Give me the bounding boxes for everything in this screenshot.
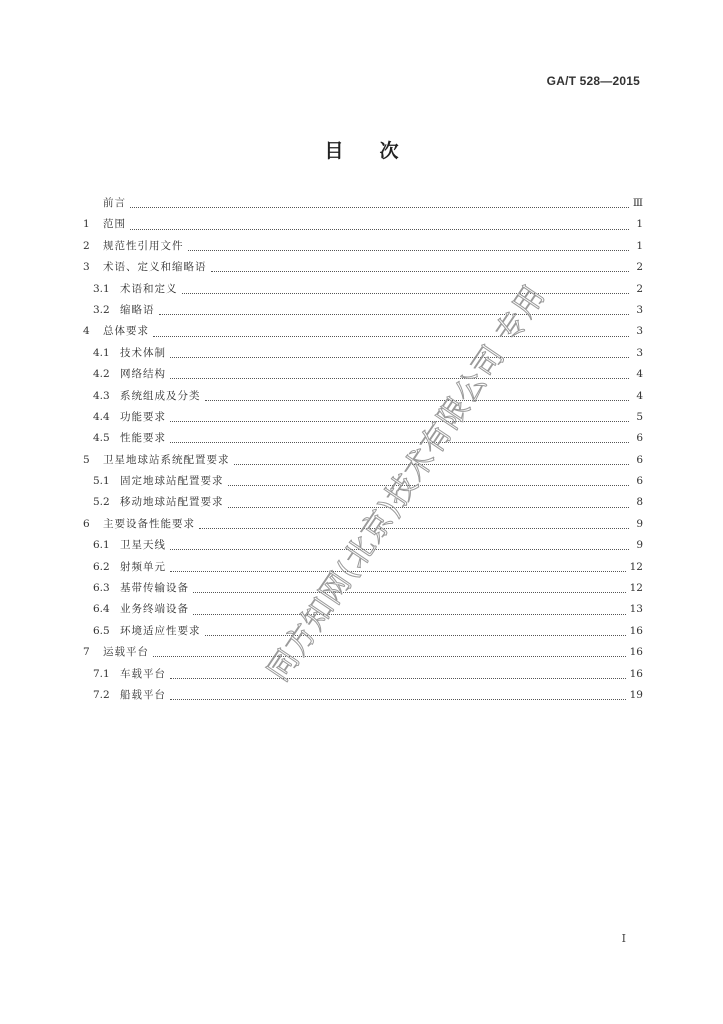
toc-entry-number: 6.1 bbox=[93, 539, 110, 552]
toc-entry-title: 性能要求 bbox=[120, 432, 166, 445]
toc-entry[interactable] bbox=[83, 300, 643, 321]
toc-entry-number: 6.2 bbox=[93, 560, 110, 573]
toc-entry-page: 12 bbox=[629, 560, 643, 573]
toc-entry-number: 7 bbox=[83, 646, 90, 659]
toc-dot-leader bbox=[205, 635, 626, 636]
toc-entry[interactable] bbox=[83, 471, 643, 492]
toc-entry-number: 3.2 bbox=[93, 303, 110, 316]
toc-entry-page: 5 bbox=[636, 410, 643, 423]
toc-entry-page: 6 bbox=[636, 432, 643, 445]
toc-entry-number: 6.4 bbox=[93, 603, 110, 616]
toc-entry-page: 4 bbox=[636, 389, 643, 402]
toc-entry-page: Ⅲ bbox=[632, 197, 643, 209]
toc-entry-number: 6 bbox=[83, 517, 90, 530]
toc-entry-page: 6 bbox=[636, 475, 643, 488]
toc-entry-title: 缩略语 bbox=[120, 303, 155, 316]
toc-entry-number: 4.5 bbox=[93, 432, 110, 445]
toc-entry-title: 功能要求 bbox=[120, 410, 166, 423]
toc-entry-title: 总体要求 bbox=[103, 325, 149, 338]
toc-entry-title: 船载平台 bbox=[120, 688, 166, 701]
toc-entry-page: 9 bbox=[636, 539, 643, 552]
toc-entry[interactable] bbox=[83, 257, 643, 278]
toc-entry[interactable] bbox=[83, 193, 643, 214]
toc-entry[interactable] bbox=[83, 642, 643, 663]
toc-title-part2: 次 bbox=[379, 140, 399, 162]
toc-entry[interactable] bbox=[83, 407, 643, 428]
toc-dot-leader bbox=[199, 528, 629, 529]
toc-dot-leader bbox=[170, 421, 629, 422]
toc-entry-title: 车载平台 bbox=[120, 667, 166, 680]
toc-dot-leader bbox=[170, 699, 626, 700]
toc-entry[interactable] bbox=[83, 685, 643, 706]
standard-code: GA/T 528—2015 bbox=[546, 74, 640, 88]
toc-entry-number: 2 bbox=[83, 239, 90, 252]
toc-entry-page: 1 bbox=[636, 239, 643, 252]
toc-entry-title: 移动地球站配置要求 bbox=[120, 496, 224, 509]
toc-entry-page: 16 bbox=[629, 646, 643, 659]
toc-entry[interactable] bbox=[83, 664, 643, 685]
toc-dot-leader bbox=[234, 464, 630, 465]
toc-dot-leader bbox=[228, 507, 630, 508]
toc-entry-page: 12 bbox=[629, 582, 643, 595]
toc-entry-page: 8 bbox=[636, 496, 643, 509]
toc-entry[interactable] bbox=[83, 578, 643, 599]
toc-dot-leader bbox=[170, 357, 629, 358]
toc-entry-title: 网络结构 bbox=[120, 368, 166, 381]
toc-entry[interactable] bbox=[83, 364, 643, 385]
toc-entry-title: 术语和定义 bbox=[120, 282, 178, 295]
toc-entry-title: 前言 bbox=[103, 197, 126, 209]
toc-entry-page: 2 bbox=[636, 261, 643, 274]
toc-dot-leader bbox=[211, 271, 630, 272]
toc-dot-leader bbox=[130, 229, 629, 230]
toc-entry[interactable] bbox=[83, 386, 643, 407]
toc-dot-leader bbox=[170, 442, 629, 443]
toc-dot-leader bbox=[193, 614, 626, 615]
toc-entry-number: 4.2 bbox=[93, 368, 110, 381]
toc-entry[interactable] bbox=[83, 428, 643, 449]
toc-entry-number: 5 bbox=[83, 453, 90, 466]
toc-dot-leader bbox=[170, 378, 629, 379]
toc-entry[interactable] bbox=[83, 321, 643, 342]
toc-entry-number: 6.3 bbox=[93, 582, 110, 595]
toc-entry-number: 7.1 bbox=[93, 667, 110, 680]
toc-entry-number: 4.1 bbox=[93, 346, 110, 359]
toc-entry-page: 2 bbox=[636, 282, 643, 295]
toc-entry-title: 基带传输设备 bbox=[120, 582, 189, 595]
toc-entry-title: 规范性引用文件 bbox=[103, 239, 184, 252]
toc-dot-leader bbox=[170, 549, 629, 550]
toc-dot-leader bbox=[228, 485, 630, 486]
toc-entry-page: 9 bbox=[636, 517, 643, 530]
toc-entry-title: 卫星天线 bbox=[120, 539, 166, 552]
toc-entry-page: 4 bbox=[636, 368, 643, 381]
toc-entry-title: 固定地球站配置要求 bbox=[120, 475, 224, 488]
toc-entry[interactable] bbox=[83, 450, 643, 471]
toc-entry[interactable] bbox=[83, 557, 643, 578]
toc-dot-leader bbox=[153, 336, 629, 337]
toc-entry[interactable] bbox=[83, 514, 643, 535]
toc-entry-title: 环境适应性要求 bbox=[120, 624, 201, 637]
toc-entry-number: 3 bbox=[83, 261, 90, 274]
toc-dot-leader bbox=[193, 592, 626, 593]
toc-entry-number: 1 bbox=[83, 218, 90, 231]
watermark: 同方知网(北京)技术有限公司 专用 bbox=[260, 278, 553, 688]
toc-dot-leader bbox=[170, 678, 626, 679]
toc-entry-title: 业务终端设备 bbox=[120, 603, 189, 616]
toc-entry-title: 射频单元 bbox=[120, 560, 166, 573]
toc-entry-page: 16 bbox=[629, 624, 643, 637]
toc-dot-leader bbox=[170, 571, 626, 572]
toc-dot-leader bbox=[159, 314, 630, 315]
toc-entry-number: 5.2 bbox=[93, 496, 110, 509]
toc-entry-page: 13 bbox=[629, 603, 643, 616]
toc-entry-title: 技术体制 bbox=[120, 346, 166, 359]
toc-entry-title: 术语、定义和缩略语 bbox=[103, 261, 207, 274]
toc-entry-page: 6 bbox=[636, 453, 643, 466]
toc-entry-number: 6.5 bbox=[93, 624, 110, 637]
toc-dot-leader bbox=[153, 656, 626, 657]
toc-entry-number: 3.1 bbox=[93, 282, 110, 295]
toc-entry-number: 4.3 bbox=[93, 389, 110, 402]
toc-dot-leader bbox=[205, 400, 630, 401]
toc-entry[interactable] bbox=[83, 214, 643, 235]
toc-entry-title: 主要设备性能要求 bbox=[103, 517, 195, 530]
toc-entry[interactable] bbox=[83, 492, 643, 513]
toc-entry-number: 7.2 bbox=[93, 688, 110, 701]
toc-entry[interactable] bbox=[83, 343, 643, 364]
toc-dot-leader bbox=[182, 293, 630, 294]
toc-entry[interactable] bbox=[83, 279, 643, 300]
toc-entry-page: 19 bbox=[629, 688, 643, 701]
toc-entry-title: 卫星地球站系统配置要求 bbox=[103, 453, 230, 466]
toc-entry-number: 4 bbox=[83, 325, 90, 338]
toc-list bbox=[83, 193, 643, 706]
toc-entry-title: 范围 bbox=[103, 218, 126, 231]
toc-entry-page: 3 bbox=[636, 325, 643, 338]
toc-entry-title: 系统组成及分类 bbox=[120, 389, 201, 402]
toc-entry[interactable] bbox=[83, 621, 643, 642]
toc-entry-page: 3 bbox=[636, 303, 643, 316]
toc-entry[interactable] bbox=[83, 535, 643, 556]
toc-entry[interactable] bbox=[83, 599, 643, 620]
toc-dot-leader bbox=[188, 250, 630, 251]
toc-dot-leader bbox=[130, 207, 629, 208]
toc-entry[interactable] bbox=[83, 236, 643, 257]
toc-entry-page: 3 bbox=[636, 346, 643, 359]
toc-entry-number: 4.4 bbox=[93, 410, 110, 423]
page-number: I bbox=[621, 932, 626, 945]
toc-title bbox=[0, 136, 723, 163]
toc-entry-number: 5.1 bbox=[93, 475, 110, 488]
toc-title-part1: 目 bbox=[324, 140, 344, 162]
toc-entry-page: 1 bbox=[636, 218, 643, 231]
toc-entry-page: 16 bbox=[629, 667, 643, 680]
toc-entry-title: 运载平台 bbox=[103, 646, 149, 659]
